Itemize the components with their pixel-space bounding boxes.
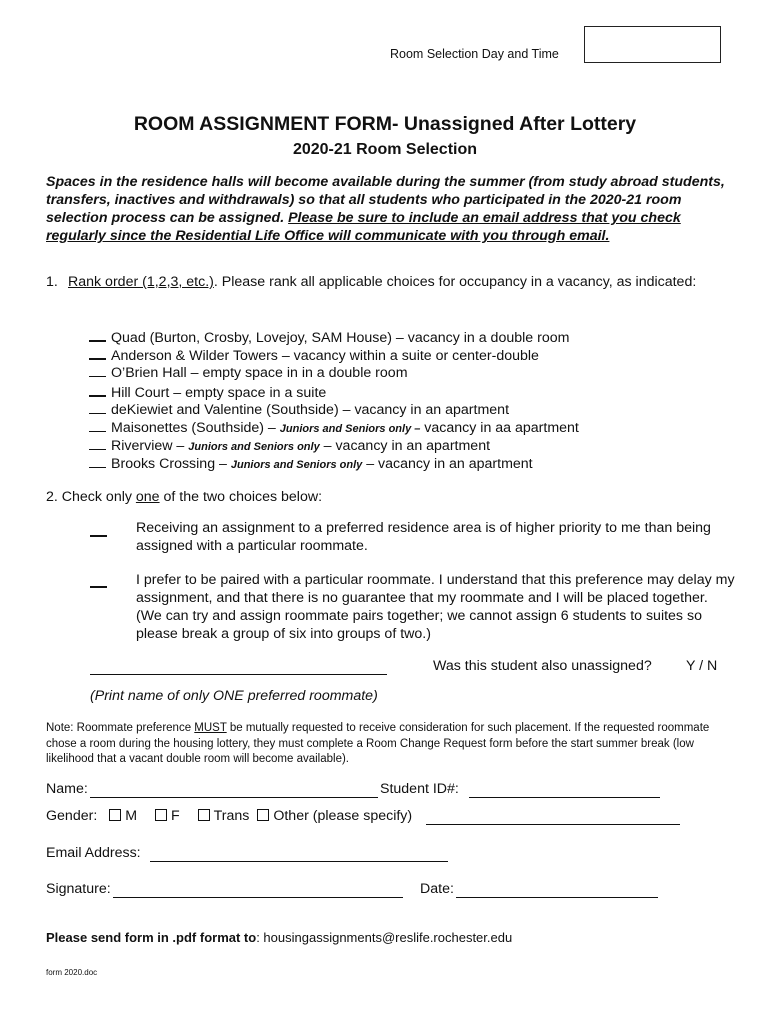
choice-row bbox=[89, 383, 326, 401]
form-title: ROOM ASSIGNMENT FORM- Unassigned After Lottery bbox=[133, 113, 637, 135]
question-1-lead: Rank order (1,2,3, etc.) bbox=[68, 274, 214, 290]
choice-row bbox=[89, 346, 539, 364]
rank-blank[interactable] bbox=[89, 419, 106, 432]
student-id-label: Student ID#: bbox=[380, 781, 459, 797]
option-1-text: Receiving an assignment to a preferred residence area is of higher priority to me than being assigned with a particular roommate. bbox=[136, 520, 711, 554]
choice-label: deKiewiet and Valentine (Southside) – vacancy in an apartment bbox=[111, 402, 510, 418]
note-post: be mutually requested to receive consideration for such placement. If the requested roommate chose a room during the housing lottery, they must complete a Room Change Request form before the start summer break (low likelihood that a vacant double room will become available). bbox=[46, 722, 710, 765]
question-2-post: of the two choices below: bbox=[159, 489, 323, 505]
choice-restriction-note: Juniors and Seniors only bbox=[230, 459, 363, 471]
submission-lead: Please send form in .pdf format to bbox=[46, 930, 257, 945]
choice-row bbox=[89, 364, 408, 381]
question-1-number: 1. bbox=[46, 274, 58, 290]
question-2-pre: 2. Check only bbox=[46, 489, 136, 505]
rank-blank[interactable] bbox=[89, 401, 106, 414]
rank-blank[interactable] bbox=[89, 328, 106, 342]
intro-text: Spaces in the residence halls will become available during the summer (from study abroad students, transfers, inactives and withdrawals) so that all students who participated in the 2020-21 room selection process can be assigned. bbox=[46, 174, 725, 226]
option-2-check-blank[interactable] bbox=[90, 586, 107, 588]
option-2-text: I prefer to be paired with a particular roommate. I understand that this preference may delay my assignment, and that there is no guarantee that my roommate and I will be placed together. (We can try and assign roommate pairs together; we cannot assign 6 students to suites so please break a group of six into groups of two.) bbox=[136, 572, 735, 642]
gender-f-label: F bbox=[171, 808, 180, 824]
note-emphasis: MUST bbox=[194, 722, 227, 734]
choice-row bbox=[89, 328, 569, 346]
choice-label: O’Brien Hall – empty space in in a double room bbox=[111, 365, 408, 381]
gender-label: Gender: bbox=[46, 808, 98, 824]
submission-email: : housingassignments@reslife.rochester.edu bbox=[256, 930, 513, 945]
choice-row bbox=[89, 401, 509, 418]
choice-row bbox=[89, 437, 490, 454]
form-number: form 2020.doc bbox=[46, 968, 98, 977]
student-id-field[interactable] bbox=[469, 797, 660, 798]
intro-emphasis: Please be sure to include an email address that you check regularly since the Residential Life Office will communicate with you through email. bbox=[46, 210, 681, 244]
choice-label-suffix: – vacancy in an apartment bbox=[319, 438, 491, 454]
question-2 bbox=[46, 489, 322, 505]
gender-other-label: Other (please specify) bbox=[273, 808, 413, 824]
question-1-text: . Please rank all applicable choices for occupancy in a vacancy, as indicated: bbox=[213, 274, 697, 290]
rank-blank[interactable] bbox=[89, 437, 106, 450]
unassigned-question: Was this student also unassigned? bbox=[433, 658, 652, 674]
choice-label: Hill Court – empty space in a suite bbox=[111, 385, 327, 401]
rank-blank[interactable] bbox=[89, 383, 106, 397]
question-1 bbox=[46, 273, 736, 291]
rank-blank[interactable] bbox=[89, 455, 106, 468]
rank-blank[interactable] bbox=[89, 364, 106, 377]
name-label: Name: bbox=[46, 781, 88, 797]
choice-row bbox=[89, 419, 579, 436]
signature-label: Signature: bbox=[46, 881, 111, 897]
roommate-name-field[interactable] bbox=[90, 674, 387, 675]
signature-field[interactable] bbox=[113, 897, 403, 898]
choice-row bbox=[89, 455, 533, 472]
gender-f-checkbox[interactable] bbox=[155, 809, 167, 821]
choice-label: Brooks Crossing – bbox=[111, 456, 231, 472]
rank-blank[interactable] bbox=[89, 346, 106, 360]
unassigned-options[interactable]: Y / N bbox=[686, 658, 718, 674]
intro-paragraph bbox=[46, 173, 736, 245]
email-label: Email Address: bbox=[46, 845, 141, 861]
name-field[interactable] bbox=[90, 797, 378, 798]
choice-restriction-note: Juniors and Seniors only bbox=[188, 441, 320, 453]
choice-label-suffix: vacancy in aa apartment bbox=[420, 420, 579, 436]
roommate-note bbox=[46, 721, 736, 768]
question-2-emphasis: one bbox=[135, 489, 160, 505]
gender-m-checkbox[interactable] bbox=[109, 809, 121, 821]
choice-label: Riverview – bbox=[111, 438, 189, 454]
gender-trans-label: Trans bbox=[213, 808, 250, 824]
choice-label: Quad (Burton, Crosby, Lovejoy, SAM House) – vacancy in a double room bbox=[111, 330, 570, 346]
gender-m-label: M bbox=[125, 808, 138, 824]
choice-restriction-note: Juniors and Seniors only – bbox=[279, 423, 421, 435]
option-1-check-blank[interactable] bbox=[90, 535, 107, 537]
gender-trans-checkbox[interactable] bbox=[198, 809, 210, 821]
choice-label-suffix: – vacancy in an apartment bbox=[362, 456, 533, 472]
note-pre: Note: Roommate preference bbox=[46, 722, 195, 734]
choice-label: Maisonettes (Southside) – bbox=[111, 420, 280, 436]
gender-row bbox=[46, 808, 412, 824]
form-subtitle: 2020-21 Room Selection bbox=[292, 141, 478, 158]
room-selection-label: Room Selection Day and Time bbox=[390, 47, 559, 61]
date-field[interactable] bbox=[456, 897, 658, 898]
date-label: Date: bbox=[420, 881, 454, 897]
gender-other-checkbox[interactable] bbox=[257, 809, 269, 821]
choice-label: Anderson & Wilder Towers – vacancy within a suite or center-double bbox=[111, 348, 539, 364]
room-selection-input-box[interactable] bbox=[584, 26, 721, 63]
email-field[interactable] bbox=[150, 861, 448, 862]
gender-other-field[interactable] bbox=[426, 824, 680, 825]
roommate-caption: (Print name of only ONE preferred roommate) bbox=[90, 688, 378, 704]
submission-instructions bbox=[46, 930, 512, 945]
